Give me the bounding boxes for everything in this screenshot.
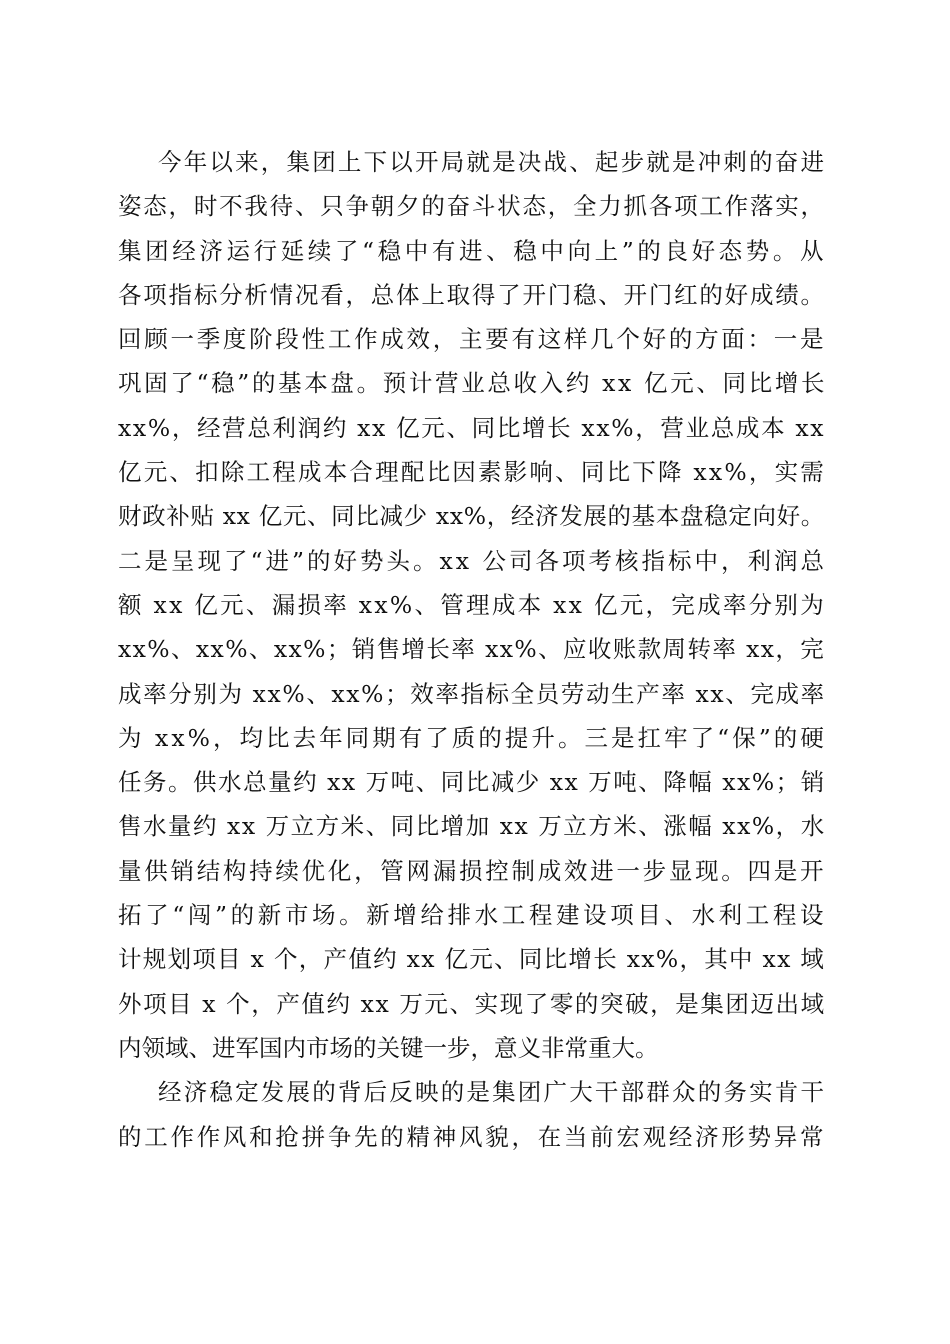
text-line: 财政补贴 xx 亿元、同比减少 xx%，经济发展的基本盘稳定向好。: [118, 502, 825, 531]
paragraph-2: [118, 1070, 827, 1159]
text-line: 内领域、进军国内市场的关键一步，意义非常重大。: [118, 1033, 659, 1062]
text-line: 的工作作风和抢拼争先的精神风貌，在当前宏观经济形势异常: [118, 1122, 827, 1151]
text-line: 任务。供水总量约 xx 万吨、同比减少 xx 万吨、降幅 xx%；销: [118, 768, 826, 797]
text-line: 各项指标分析情况看，总体上取得了开门稳、开门红的好成绩。: [118, 280, 826, 309]
text-line: 回顾一季度阶段性工作成效，主要有这样几个好的方面：一是: [118, 325, 827, 354]
text-line: 售水量约 xx 万立方米、同比增加 xx 万立方米、涨幅 xx%，水: [118, 812, 826, 841]
text-line: 巩固了“稳”的基本盘。预计营业总收入约 xx 亿元、同比增长: [118, 369, 828, 398]
text-line: 经济稳定发展的背后反映的是集团广大干部群众的务实肯干: [158, 1078, 827, 1107]
text-line: 为 xx%，均比去年同期有了质的提升。三是扛牢了“保”的硬: [118, 723, 827, 752]
text-line: xx%，经营总利润约 xx 亿元、同比增长 xx%，营业总成本 xx: [118, 413, 826, 442]
text-line: 拓了“闯”的新市场。新增给排水工程建设项目、水利工程设: [118, 901, 828, 930]
text-line: 集团经济运行延续了“稳中有进、稳中向上”的良好态势。从: [118, 236, 828, 265]
paragraph-1: [118, 140, 828, 1070]
text-line: 外项目 x 个，产值约 xx 万元、实现了零的突破，是集团迈出域: [118, 989, 826, 1018]
text-line: xx%、xx%、xx%；销售增长率 xx%、应收账款周转率 xx，完: [118, 635, 826, 664]
body-text: [118, 140, 828, 1159]
text-line: 额 xx 亿元、漏损率 xx%、管理成本 xx 亿元，完成率分别为: [118, 590, 826, 619]
text-line: 成率分别为 xx%、xx%；效率指标全员劳动生产率 xx、完成率: [118, 679, 826, 708]
text-line: 亿元、扣除工程成本合理配比因素影响、同比下降 xx%，实需: [118, 458, 827, 487]
text-line: 姿态，时不我待、只争朝夕的奋斗状态，全力抓各项工作落实，: [118, 192, 826, 221]
text-line: 计规划项目 x 个，产值约 xx 亿元、同比增长 xx%，其中 xx 域: [118, 945, 826, 974]
text-line: 二是呈现了“进”的好势头。xx 公司各项考核指标中，利润总: [118, 546, 828, 575]
text-line: 今年以来，集团上下以开局就是决战、起步就是冲刺的奋进: [158, 148, 827, 176]
text-line: 量供销结构持续优化，管网漏损控制成效进一步显现。四是开: [118, 856, 827, 885]
